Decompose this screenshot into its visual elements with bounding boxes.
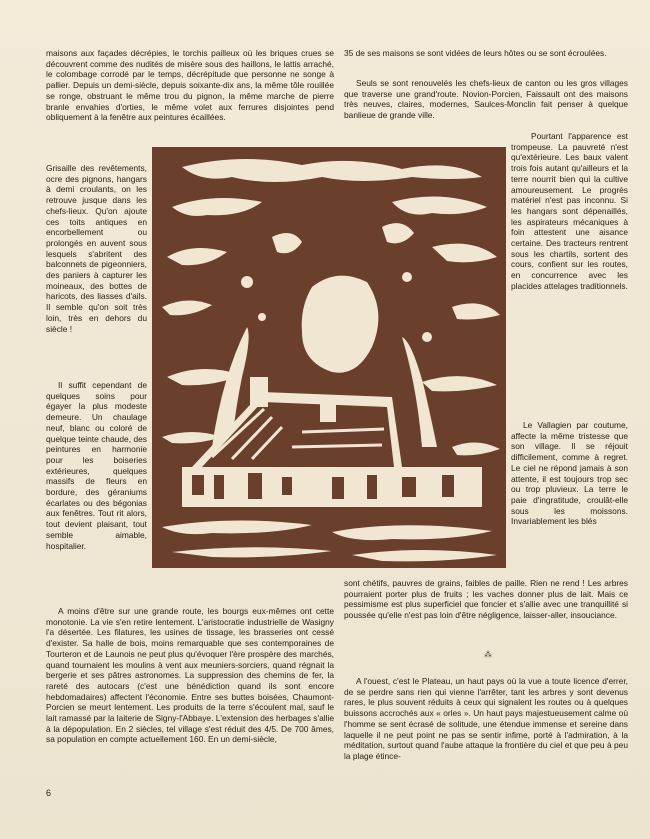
paragraph-left-narrow-2: Il suffit cependant de quelques soins pour égayer la plus modeste demeure. Un chaulage neuf, blanc ou coloré de quelque teinte chaude, des peintures en harmonie pour les boiseries extérieures, quelques massifs de fleurs en bordure, des géraniums écarlates ou des bégonias aux fenêtres. Tout rit alors, tout devient plaisant, tout semble aimable, hospitalier. bbox=[46, 380, 147, 551]
paragraph-right-top-1: 35 de ses maisons se sont vidées de leurs hôtes ou se sont écroulées. bbox=[344, 48, 607, 58]
paragraph-right-bottom: A l'ouest, c'est le Plateau, un haut pays où la vue a toute licence d'errer, de se perdre sans rien qui vienne l'arrêter, tant les arbres y sont devenus rares, le plus souvent réduits à ceux qui signalent les routes ou à quelques buissons accrochés aux « orles ». Un haut pays majestueusement calme où l'homme se sent écrasé de solitude, une étendue immense et sereine dans laquelle il ne peut point ne pas se sentir infime, porté à l'admiration, à la méditation, surtout quand l'aube attaque la frontière du ciel et que peu à peu la plage étince- bbox=[344, 676, 628, 761]
page-number: 6 bbox=[46, 788, 52, 798]
woodcut-image bbox=[152, 147, 506, 568]
paragraph-right-mid: sont chétifs, pauvres de grains, faibles de paille. Rien ne rend ! Les arbres pourraient porter plus de fruits ; les vaches donner plus de lait. Mais ce pessimisme est plus superficiel que foncier et s'allie avec une tranquillité si poussée qu'elle n'est pas loin d'être négligence, laisser-aller, insouciance. bbox=[344, 578, 628, 621]
paragraph-right-narrow-1: Pourtant l'apparence est trompeuse. La pauvreté n'est qu'extérieure. Les baux valent trois fois autant qu'ailleurs et la terre nourrit bien qui la cultive amoureusement. Le progrès matériel n'est pas inconnu. Si les hangars sont dépenaillés, les aspirateurs mécaniques à foin attestent une aisance certaine. Des tracteurs rentrent sous les chartils, sortent des cours, confient sur les routes, en concurrence avec les placides attelages traditionnels. bbox=[511, 131, 628, 291]
paragraph-left-top: maisons aux façades décrépies, le torchis pailleux où les briques crues se découvrent comme des nudités de misère sous des haillons, le lattis arraché, le colombage corrodé par le temps, décrépitude que personne ne songe à pallier. Depuis un demi-siècle, depuis soixante-dix ans, la même tôle rouillée se ronge, obstruant le même trou du pignon, la même marche de pierre branle envahies d'orties, le même volet aux ferrures disjointes pend obliquement à la fenêtre aux peintures écaillées. bbox=[46, 48, 334, 123]
woodcut-illustration bbox=[152, 147, 506, 568]
paragraph-left-narrow: Grisaille des revêtements, ocre des pignons, hangars à demi croulants, on les retrouve jusque dans les chefs-lieux. Qu'on ajoute ces toits antiques en encorbellement ou prolongés en auvent sous lesquels s'abritent des balconnets de pigeonniers, des paniers à capturer les moineaux, des bottes de haricots, des liasses d'ails. Il semble qu'on soit très loin, très en dehors du siècle ! bbox=[46, 163, 147, 334]
paragraph-left-bottom: A moins d'être sur une grande route, les bourgs eux-mêmes ont cette monotonie. La vie s'en retire lentement. L'aristocratie industrielle de Wasigny l'a désertée. Les filatures, les usines de tissage, les brasseries ont cessé d'exister. Sa halle de bois, moins remarquable que ses contemporaines de Tourteron et de Launois ne peut plus qu'évoquer l'ère prospère des marchés, quand tournaient les moulins à vent aux meuniers-sorciers, quand régnait la bergerie et ses pâtres astronomes. La suppression des chemins de fer, la rareté des autocars (c'est une bénédiction quand ils sont encore hebdomadaires) affectent l'économie. Entre ses buttes boisées, Chaumont-Porcien se meurt lentement. Les produits de la terre s'écoulent mal, sauf le lait ramassé par la laiterie de Signy-l'Abbaye. L'extension des herbages s'allie à la dépopulation. En 2 siècles, tel village s'est réduit des 4/5. De 700 âmes, sa population en compte actuellement 160. En un demi-siècle, bbox=[46, 606, 334, 745]
section-separator: ⁂ bbox=[484, 650, 492, 659]
paragraph-right-top-2: Seuls se sont renouvelés les chefs-lieux de canton ou les gros villages que traverse une grand'route. Novion-Porcien, Faissault ont des maisons très neuves, claires, modernes, Saulces-Monclin fait penser à quelque banlieue de grande ville. bbox=[344, 78, 628, 121]
paragraph-right-narrow-2: Le Vallagien par coutume, affecte la même tristesse que son village. Il se réjouit difficilement, comme à regret. Le ciel ne répond jamais à son attente, il est toujours trop sec ou trop pluvieux. La terre le paie d'ingratitude, croulât-elle sous les moissons. Invariablement les blés bbox=[511, 420, 628, 527]
